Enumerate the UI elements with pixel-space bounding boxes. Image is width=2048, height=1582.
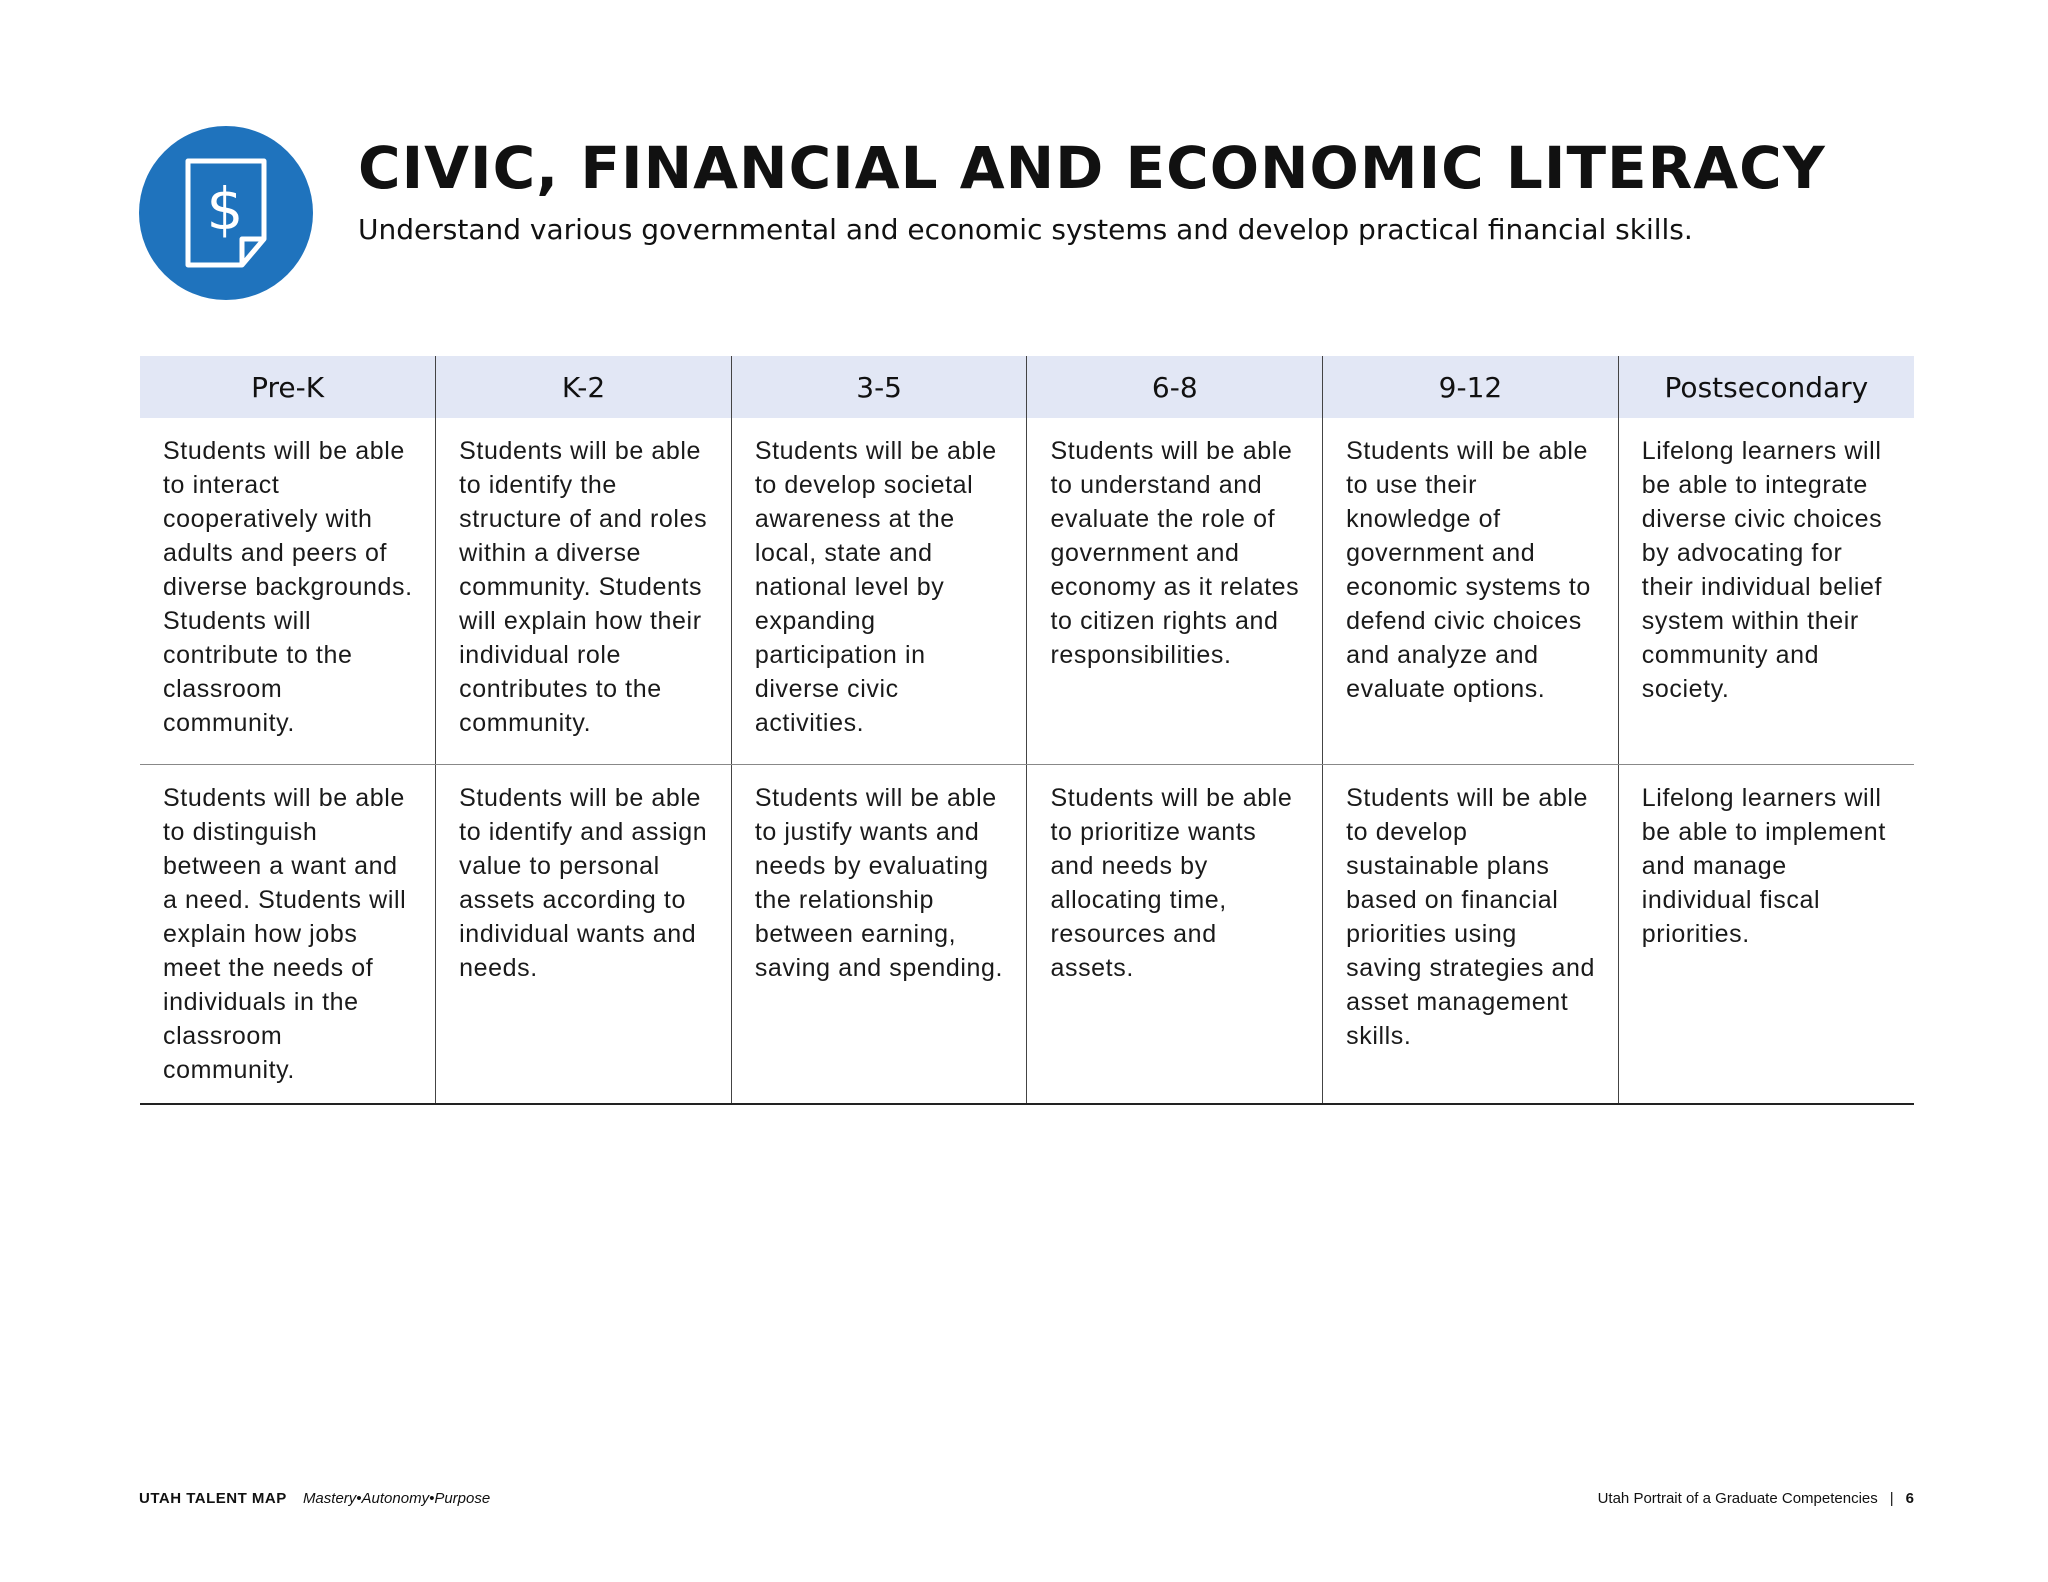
footer-separator: | [1889, 1490, 1894, 1507]
dollar-document-icon [184, 157, 268, 269]
footer-document-title: Utah Portrait of a Graduate Competencies [1597, 1490, 1878, 1507]
footer-tagline: Mastery•Autonomy•Purpose [302, 1490, 491, 1507]
svg-text:$: $ [206, 175, 244, 243]
column-header-9-12: 9-12 [1323, 356, 1619, 418]
table-cell: Students will be able to distinguish between a want and a need. Students will explain how jobs meet the needs of individuals in the classroom community. [140, 765, 436, 1105]
table-cell: Students will be able to interact cooperatively with adults and peers of diverse backgrounds. Students will contribute to the classroom community. [140, 418, 436, 765]
table-cell: Students will be able to develop sustainable plans based on financial priorities using saving strategies and asset management skills. [1323, 765, 1619, 1105]
table-cell: Students will be able to use their knowledge of government and economic systems to defend civic choices and analyze and evaluate options. [1323, 418, 1619, 765]
page-subtitle: Understand various governmental and economic systems and develop practical financial skills. [358, 213, 1693, 246]
footer-page-info [1598, 1490, 1914, 1507]
competency-icon-badge [139, 126, 313, 300]
table-cell: Students will be able to justify wants and needs by evaluating the relationship between earning, saving and spending. [731, 765, 1027, 1105]
table-row-financial [140, 765, 1914, 1105]
footer-branding [139, 1490, 490, 1507]
column-header-k-2: K-2 [436, 356, 732, 418]
table-row-civic [140, 418, 1914, 765]
page-title: CIVIC, FINANCIAL AND ECONOMIC LITERACY [358, 134, 1826, 202]
table-header-row [140, 356, 1914, 418]
table-cell: Students will be able to identify the structure of and roles within a diverse community. Students will explain how their individual role contributes to the community. [436, 418, 732, 765]
table-cell: Students will be able to prioritize wants and needs by allocating time, resources and assets. [1027, 765, 1323, 1105]
table-cell: Students will be able to understand and evaluate the role of government and economy as it relates to citizen rights and responsibilities. [1027, 418, 1323, 765]
table-cell: Lifelong learners will be able to implement and manage individual fiscal priorities. [1618, 765, 1914, 1105]
competency-table [140, 356, 1914, 1105]
column-header-3-5: 3-5 [731, 356, 1027, 418]
page-number: 6 [1905, 1490, 1914, 1507]
table-cell: Students will be able to develop societal awareness at the local, state and national level by expanding participation in diverse civic activities. [731, 418, 1027, 765]
footer-brand: UTAH TALENT MAP [139, 1490, 287, 1507]
column-header-pre-k: Pre-K [140, 356, 436, 418]
table-cell: Lifelong learners will be able to integrate diverse civic choices by advocating for their individual belief system within their community and society. [1618, 418, 1914, 765]
column-header-postsecondary: Postsecondary [1618, 356, 1914, 418]
table-cell: Students will be able to identify and assign value to personal assets according to individual wants and needs. [436, 765, 732, 1105]
column-header-6-8: 6-8 [1027, 356, 1323, 418]
